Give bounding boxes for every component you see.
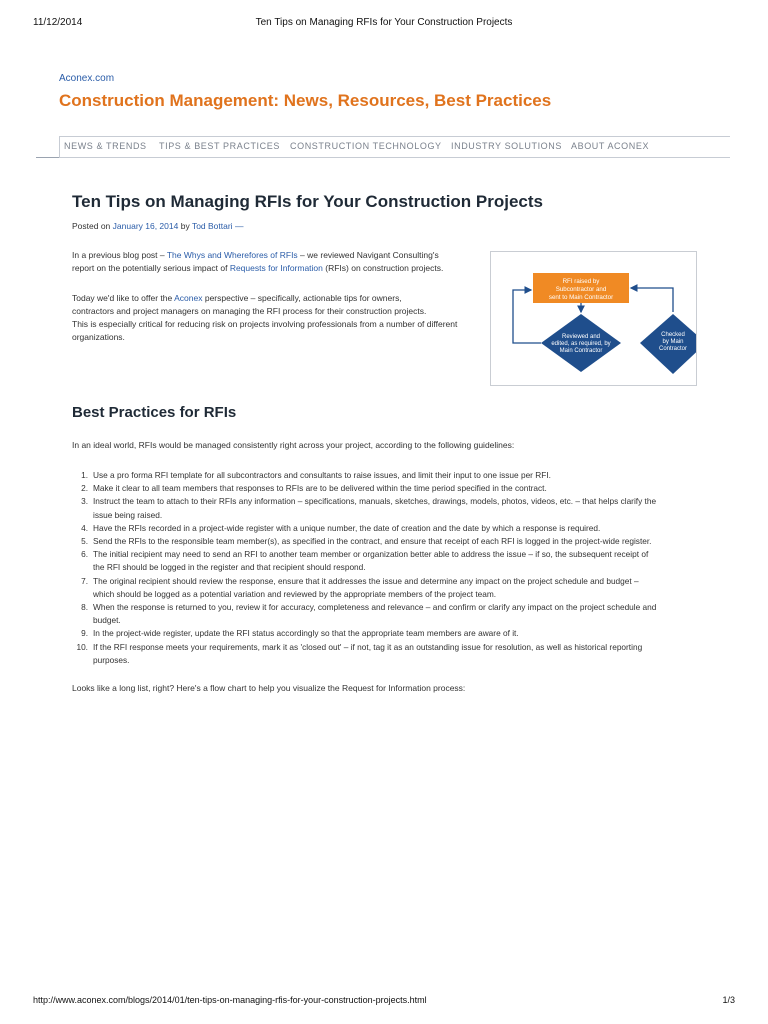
rfi-raised-text-2: Subcontractor and [555,286,607,293]
guideline-text: Have the RFIs recorded in a project-wide register with a unique number, the date of creation and the date by which a response is required. [93,522,601,533]
requests-for-information-link[interactable]: Requests for Information [229,263,323,273]
guideline-item [72,575,700,601]
guideline-number: 3. [81,496,88,507]
print-page-number: 1/3 [722,995,735,1005]
intro-text: – we reviewed Navigant Consulting's [297,250,439,260]
today-text: This is especially critical for reducing risk on projects involving professionals from a number of different [72,319,458,329]
review-text-2: edited, as required, by [551,341,611,347]
guideline-text: which should be logged as a potential variation and reviewed by the appropriate members of the project team. [93,588,497,599]
guideline-text: the RFI should be logged in the register and that recipient should respond. [93,562,366,573]
guideline-number: 1. [81,470,88,480]
posted-on-label: Posted on [72,221,111,231]
guideline-item [72,522,700,535]
nav-item-construction-technology[interactable]: CONSTRUCTION TECHNOLOGY [290,141,442,151]
guideline-text: When the response is returned to you, review it for accuracy, completeness and relevance – and confirm or clarify any impact on the project schedule and [93,602,657,613]
guideline-number: 8. [81,602,88,613]
guideline-number: 6. [81,549,88,560]
guideline-text: In the project-wide register, update the RFI status accordingly so that the appropriate team members are aware of it. [93,628,519,639]
author-suffix[interactable]: — [232,221,244,231]
rfi-flowchart-image [490,251,697,386]
guideline-item [72,627,700,640]
check-text-2: by Main [662,339,684,345]
intro-text: In a previous blog post – [72,250,167,260]
check-text-1: Checked [661,332,685,338]
guideline-item [72,495,700,521]
today-text: organizations. [72,332,125,342]
guideline-number: 9. [81,628,88,639]
print-date: 11/12/2014 [33,17,83,28]
print-document-title: Ten Tips on Managing RFIs for Your Construction Projects [255,17,513,28]
guideline-text: Instruct the team to attach to their RFIs any information – specifications, manuals, sketches, drawings, models, photos, videos, etc. – that helps clarify the [93,496,657,507]
nav-item-tips-best-practices[interactable]: TIPS & BEST PRACTICES [159,141,280,151]
print-url: http://www.aconex.com/blogs/2014/01/ten-tips-on-managing-rfis-for-your-construction-projects.html [33,995,427,1005]
guideline-item [72,482,700,495]
check-text-3: Contractor [658,346,688,352]
main-nav [59,136,730,158]
guideline-number: 5. [81,536,88,547]
by-label: by [180,221,190,231]
post-date-link[interactable]: January 16, 2014 [112,221,179,231]
closing-paragraph: Looks like a long list, right? Here's a flow chart to help you visualize the Request for Information process: [72,683,466,693]
guideline-text: Use a pro forma RFI template for all subcontractors and consultants to raise issues, and limit their input to one issue per RFI. [93,470,551,480]
guideline-item [72,601,700,627]
guideline-text: purposes. [93,654,130,665]
rfi-flowchart [491,252,696,385]
guideline-text: issue being raised. [93,509,163,520]
site-home-link[interactable]: Aconex.com [59,73,115,84]
guideline-text: The original recipient should review the response, ensure that it addresses the issue and determine any impact on the project schedule and budget – [93,575,639,586]
rfi-raised-text-1: RFI raised by [562,278,600,285]
guideline-number: 2. [81,483,88,494]
guideline-number: 7. [81,575,88,586]
nav-item-news-trends[interactable]: NEWS & TRENDS [64,141,147,151]
guideline-text: Send the RFIs to the responsible team member(s), as specified in the contract, and ensure that receipt of each RFI is logged in the project-wide register. [93,536,652,547]
nav-divider [36,157,60,158]
rfi-raised-text-3: sent to Main Contractor [548,294,614,301]
guideline-item [72,641,700,667]
flow-loop-arrow-right [631,288,673,312]
guideline-text: If the RFI response meets your requirements, mark it as 'closed out' – if not, tag it as an outstanding issue for resolution, as well as historical reporting [93,641,643,652]
nav-item-industry-solutions[interactable]: INDUSTRY SOLUTIONS [451,141,562,151]
review-text-1: Reviewed and [561,334,601,340]
nav-item-about-aconex[interactable]: ABOUT ACONEX [571,141,650,151]
author-link[interactable]: Tod Bottari [191,221,233,231]
today-text: perspective – specifically, actionable tips for owners, [202,293,402,303]
review-text-3: Main Contractor [559,348,603,354]
print-header [33,17,735,31]
today-paragraph [72,292,482,344]
guideline-text: budget. [93,615,121,626]
guideline-text: The initial recipient may need to send an RFI to another team member or organization better able to address the issue – if so, the subsequent receipt of [93,549,649,560]
guideline-item [72,469,700,482]
guideline-item [72,535,700,548]
aconex-link[interactable]: Aconex [174,293,203,303]
intro-paragraph [72,249,472,275]
guidelines-list [72,469,700,667]
whys-wherefores-link[interactable]: The Whys and Wherefores of RFIs [166,250,298,260]
intro-text: (RFIs) on construction projects. [322,263,444,273]
guideline-number: 10. [76,641,88,652]
post-meta [72,221,243,231]
today-text: Today we'd like to offer the [72,293,175,303]
ideal-paragraph: In an ideal world, RFIs would be managed consistently right across your project, according to the following guidelines: [72,440,515,450]
guideline-item [72,548,700,574]
guideline-text: Make it clear to all team members that responses to RFIs are to be delivered within the time period specified in the contract. [93,483,547,494]
post-title: Ten Tips on Managing RFIs for Your Construction Projects [72,192,543,211]
section-heading: Best Practices for RFIs [72,404,237,421]
intro-text: report on the potentially serious impact of [72,263,230,273]
guideline-number: 4. [81,522,88,533]
site-title[interactable]: Construction Management: News, Resources, Best Practices [59,91,552,110]
today-text: contractors and project managers on managing the RFI process for their construction projects. [72,306,427,316]
